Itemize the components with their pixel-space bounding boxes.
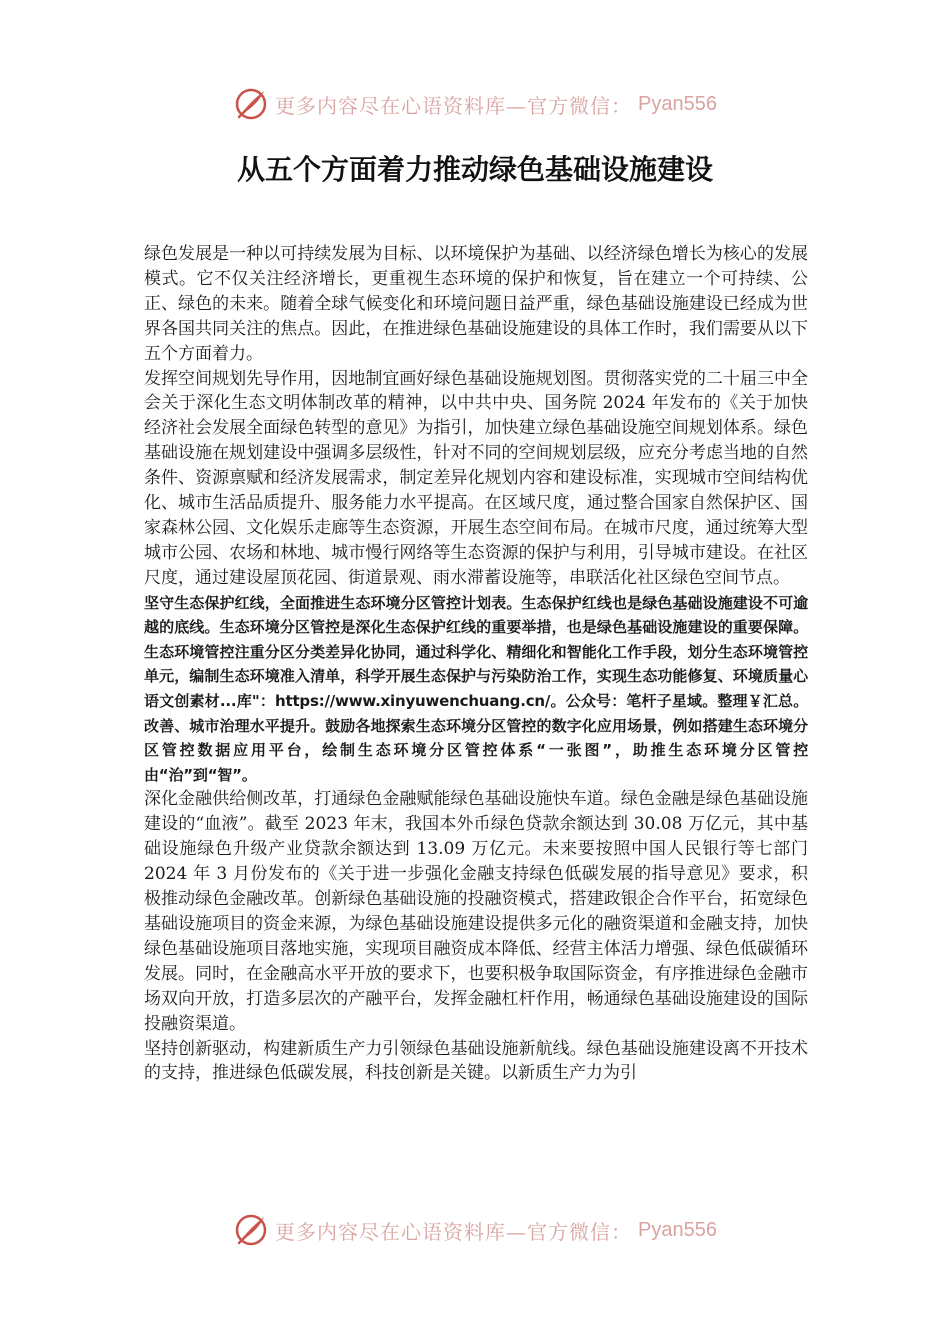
paragraph-spatial-planning: 发挥空间规划先导作用，因地制宜画好绿色基础设施规划图。贯彻落实党的二十届三中全会关于深化生态文明体制改革的精神，以中共中央、国务院 2024 年发布的《关于加快经济社会发展全面绿色转型的意见》为指引，加快建立绿色基础设施空间规划体系。绿色基础设施在规划建设中强调多层级性，针对不同的空间规划层级，应充分考虑当地的自然条件、资源禀赋和经济发展需求，制定差异化规划内容和建设标准，实现城市空间结构优化、城市生活品质提升、服务能力水平提高。在区域尺度，通过整合国家自然保护区、国家森林公园、文化娱乐走廊等生态资源，开展生态空间布局。在城市尺度，通过统筹大型城市公园、农场和林地、城市慢行网络等生态资源的保护与利用，引导城市建设。在社区尺度，通过建设屋顶花园、街道景观、雨水滞蓄设施等，串联活化社区绿色空间节点。 bbox=[144, 368, 808, 588]
paragraph-green-finance: 深化金融供给侧改革，打通绿色金融赋能绿色基础设施快车道。绿色金融是绿色基础设施建设的“血液”。截至 2023 年末，我国本外币绿色贷款余额达到 30.08 万亿元，其中基础设施绿色升级产业贷款余额达到 13.09 万亿元。未来要按照中国人民银行等七部门 2024 年 3 月份发布的《关于进一步强化金融支持绿色低碳发展的指导意见》要求，积极推动绿色金融改革。创新绿色基础设施的投融资模式，搭建政银企合作平台，拓宽绿色基础设施项目的资金来源，为绿色基础设施建设提供多元化的融资渠道和金融支持，加快绿色基础设施项目落地实施，实现项目融资成本降低、经营主体活力增强、绿色低碳循环发展。同时，在金融高水平开放的要求下，也要积极争取国际资金，有序推进绿色金融市场双向开放，打造多层次的产融平台，发挥金融杠杆作用，畅通绿色基础设施建设的国际投融资渠道。 bbox=[144, 789, 808, 1034]
page-title: 从五个方面着力推动绿色基础设施建设 bbox=[236, 153, 713, 186]
header-banner bbox=[0, 84, 950, 124]
banner-text: 更多内容尽在心语资料库—官方微信： bbox=[275, 93, 633, 118]
footer-banner bbox=[0, 1210, 950, 1250]
paragraph-innovation: 坚持创新驱动，构建新质生产力引领绿色基础设施新航线。绿色基础设施建设离不开技术的支持，推进绿色低碳发展，科技创新是关键。以新质生产力为引 bbox=[144, 1038, 808, 1084]
banner-text: 更多内容尽在心语资料库—官方微信： bbox=[275, 1219, 633, 1244]
paragraph-intro: 绿色发展是一种以可持续发展为目标、以环境保护为基础、以经济绿色增长为核心的发展模式。它不仅关注经济增长，更重视生态环境的保护和恢复，旨在建立一个可持续、公正、绿色的未来。随着全球气候变化和环境问题日益严重，绿色基础设施建设已经成为世界各国共同关注的焦点。因此，在推进绿色基础设施建设的具体工作时，我们需要从以下五个方面着力。 bbox=[144, 244, 808, 364]
paragraph-ecological-redline: 坚守生态保护红线，全面推进生态环境分区管控计划表。生态保护红线也是绿色基础设施建设不可逾越的底线。生态环境分区管控是深化生态保护红线的重要举措，也是绿色基础设施建设的重要保障。生态环境管控注重分区分类差异化协同，通过科学化、精细化和智能化工作手段，划分生态环境管控单元，编制生态环境准入清单，科学开展生态保护与污染防治工作，实现生态功能修复、环境质量心语文创素材...库"：https://www.xinyuwenchuang.cn/。公众号：笔杆子星域。整理￥汇总。改善、城市治理水平提升。鼓励各地探索生态环境分区管控的数字化应用场景，例如搭建生态环境分区管控数据应用平台，绘制生态环境分区管控体系“一张图”，助推生态环境分区管控由“治”到“智”。 bbox=[144, 593, 808, 784]
article-body bbox=[144, 242, 808, 1086]
quill-logo-icon bbox=[233, 1212, 269, 1248]
wechat-id: Pyan556 bbox=[638, 1218, 717, 1241]
wechat-id: Pyan556 bbox=[638, 92, 717, 115]
quill-logo-icon bbox=[233, 86, 269, 122]
